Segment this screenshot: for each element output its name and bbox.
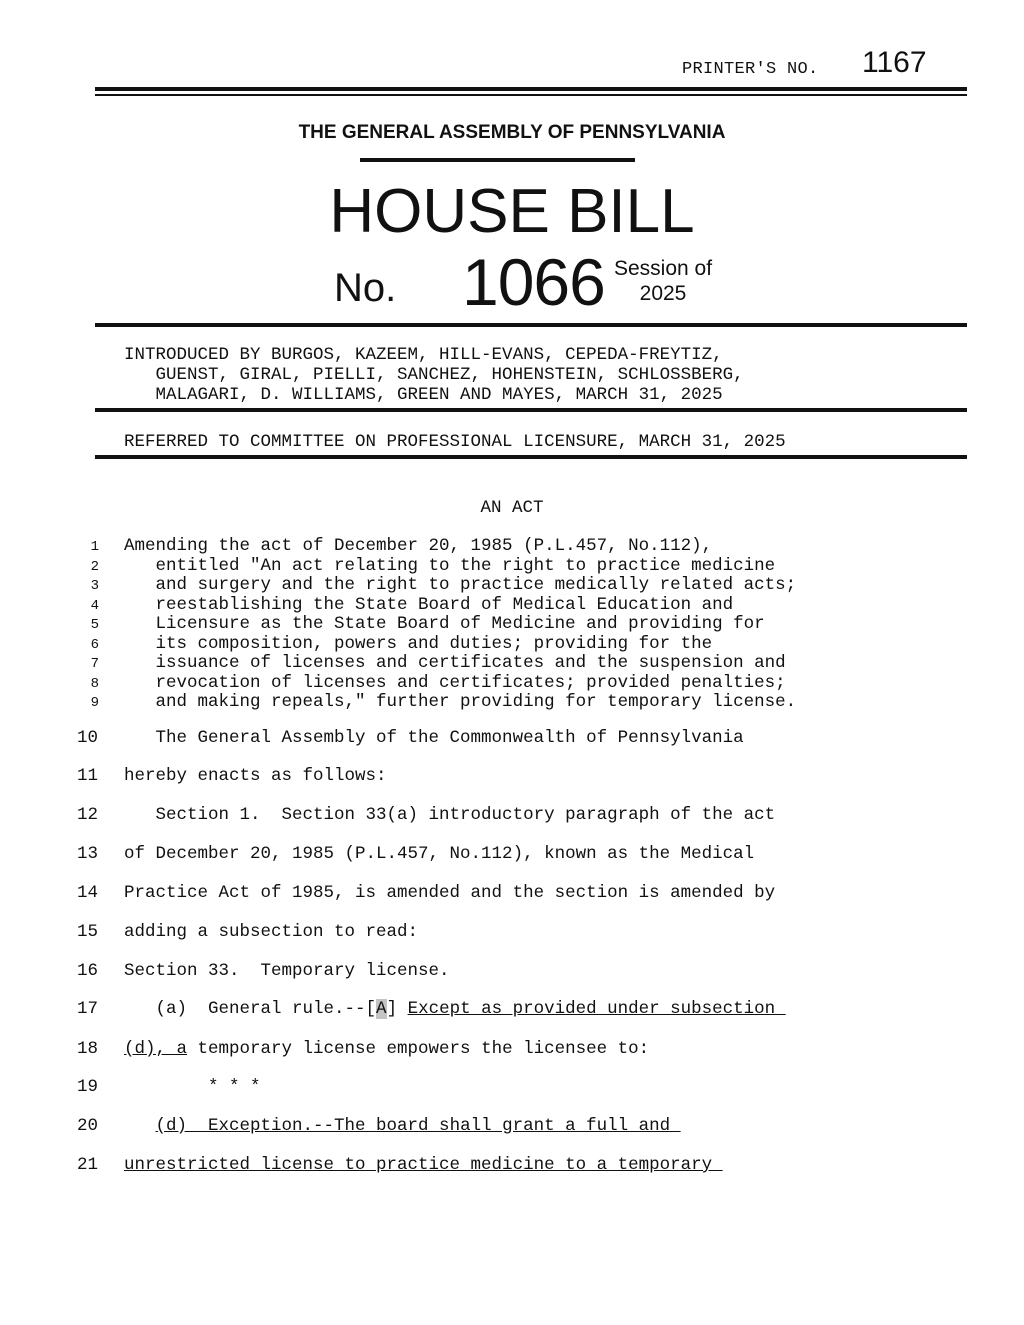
line-number: 2 [90,559,99,575]
an-act-heading: AN ACT [480,498,544,518]
line-number: 19 [76,1077,98,1097]
title-line: entitled "An act relating to the right to practice medicine [124,556,776,576]
title-line: reestablishing the State Board of Medical Education and [124,595,734,615]
body-line-inserted [124,1155,723,1175]
line-number: 20 [76,1116,98,1136]
line-number: 16 [76,961,98,981]
body-line: hereby enacts as follows: [124,766,387,786]
line-number: 17 [76,999,98,1019]
title-line: and surgery and the right to practice medically related acts; [124,575,797,595]
title-line: Licensure as the State Board of Medicine and providing for [124,614,765,634]
bill-number: 1066 [462,245,605,319]
inserted-text: (d) Exception.--The board shall grant a full and [155,1116,681,1136]
intro-rule-top [95,323,967,327]
bill-type-heading: HOUSE BILL [329,177,695,246]
line-number: 5 [90,617,99,633]
intro-line: GUENST, GIRAL, PIELLI, SANCHEZ, HOHENSTEIN, SCHLOSSBERG, [124,365,744,385]
title-line: revocation of licenses and certificates; provided penalties; [124,673,786,693]
body-line: Practice Act of 1985, is amended and the section is amended by [124,883,776,903]
line-number: 14 [76,883,98,903]
title-line: Amending the act of December 20, 1985 (P.L.457, No.112), [124,536,713,556]
line-number: 18 [76,1039,98,1059]
referred-to-committee: REFERRED TO COMMITTEE ON PROFESSIONAL LICENSURE, MARCH 31, 2025 [124,432,786,452]
line-number: 21 [76,1155,98,1175]
session-block [600,256,726,306]
line-number: 3 [90,578,99,594]
intro-line: MALAGARI, D. WILLIAMS, GREEN AND MAYES, MARCH 31, 2025 [124,385,723,405]
line-number: 15 [76,922,98,942]
title-line: its composition, powers and duties; providing for the [124,634,713,654]
body-line-amended [124,999,786,1019]
line-number: 10 [76,728,98,748]
bracket-close: ] [386,999,408,1019]
referred-rule [95,455,967,459]
printers-number: 1167 [862,46,927,79]
line-number: 12 [76,805,98,825]
general-assembly-title: THE GENERAL ASSEMBLY OF PENNSYLVANIA [298,122,726,143]
printers-number-label: PRINTER'S NO. [682,60,819,79]
body-line: adding a subsection to read: [124,922,419,942]
bill-no-label: No. [334,266,397,310]
deleted-text: A [376,999,387,1019]
title-line: issuance of licenses and certificates and the suspension and [124,653,786,673]
line-text: temporary license empowers the licensee to: [187,1039,650,1059]
line-text: (a) General rule.--[ [124,999,377,1019]
header-rule-thick [95,87,967,91]
session-year: 2025 [639,282,687,305]
omission-asterisks: * * * [124,1077,261,1097]
section-heading: Section 33. Temporary license. [124,961,450,981]
body-line: The General Assembly of the Commonwealth of Pennsylvania [124,728,744,748]
inserted-text: Except as provided under subsection [407,999,786,1019]
title-divider [360,158,635,162]
introduced-by-block [124,345,744,405]
line-number: 7 [90,656,99,672]
inserted-text: unrestricted license to practice medicine to a temporary [124,1155,723,1175]
indent [124,1116,156,1136]
intro-line: INTRODUCED BY BURGOS, KAZEEM, HILL-EVANS, CEPEDA-FREYTIZ, [124,345,723,365]
body-line-amended [124,1039,649,1059]
line-number: 4 [90,598,99,614]
intro-rule-bottom [95,408,967,412]
session-label: Session of [613,257,713,280]
body-line-inserted [124,1116,681,1136]
line-number: 11 [76,766,98,786]
header-rule-thin [95,94,967,96]
line-number: 8 [90,676,99,692]
line-number: 9 [90,695,99,711]
line-number: 6 [90,637,99,653]
body-line: Section 1. Section 33(a) introductory paragraph of the act [124,805,776,825]
line-number: 13 [76,844,98,864]
body-line: of December 20, 1985 (P.L.457, No.112), known as the Medical [124,844,755,864]
line-number: 1 [90,539,99,555]
inserted-text: (d), a [124,1039,188,1059]
title-line: and making repeals," further providing for temporary license. [124,692,797,712]
